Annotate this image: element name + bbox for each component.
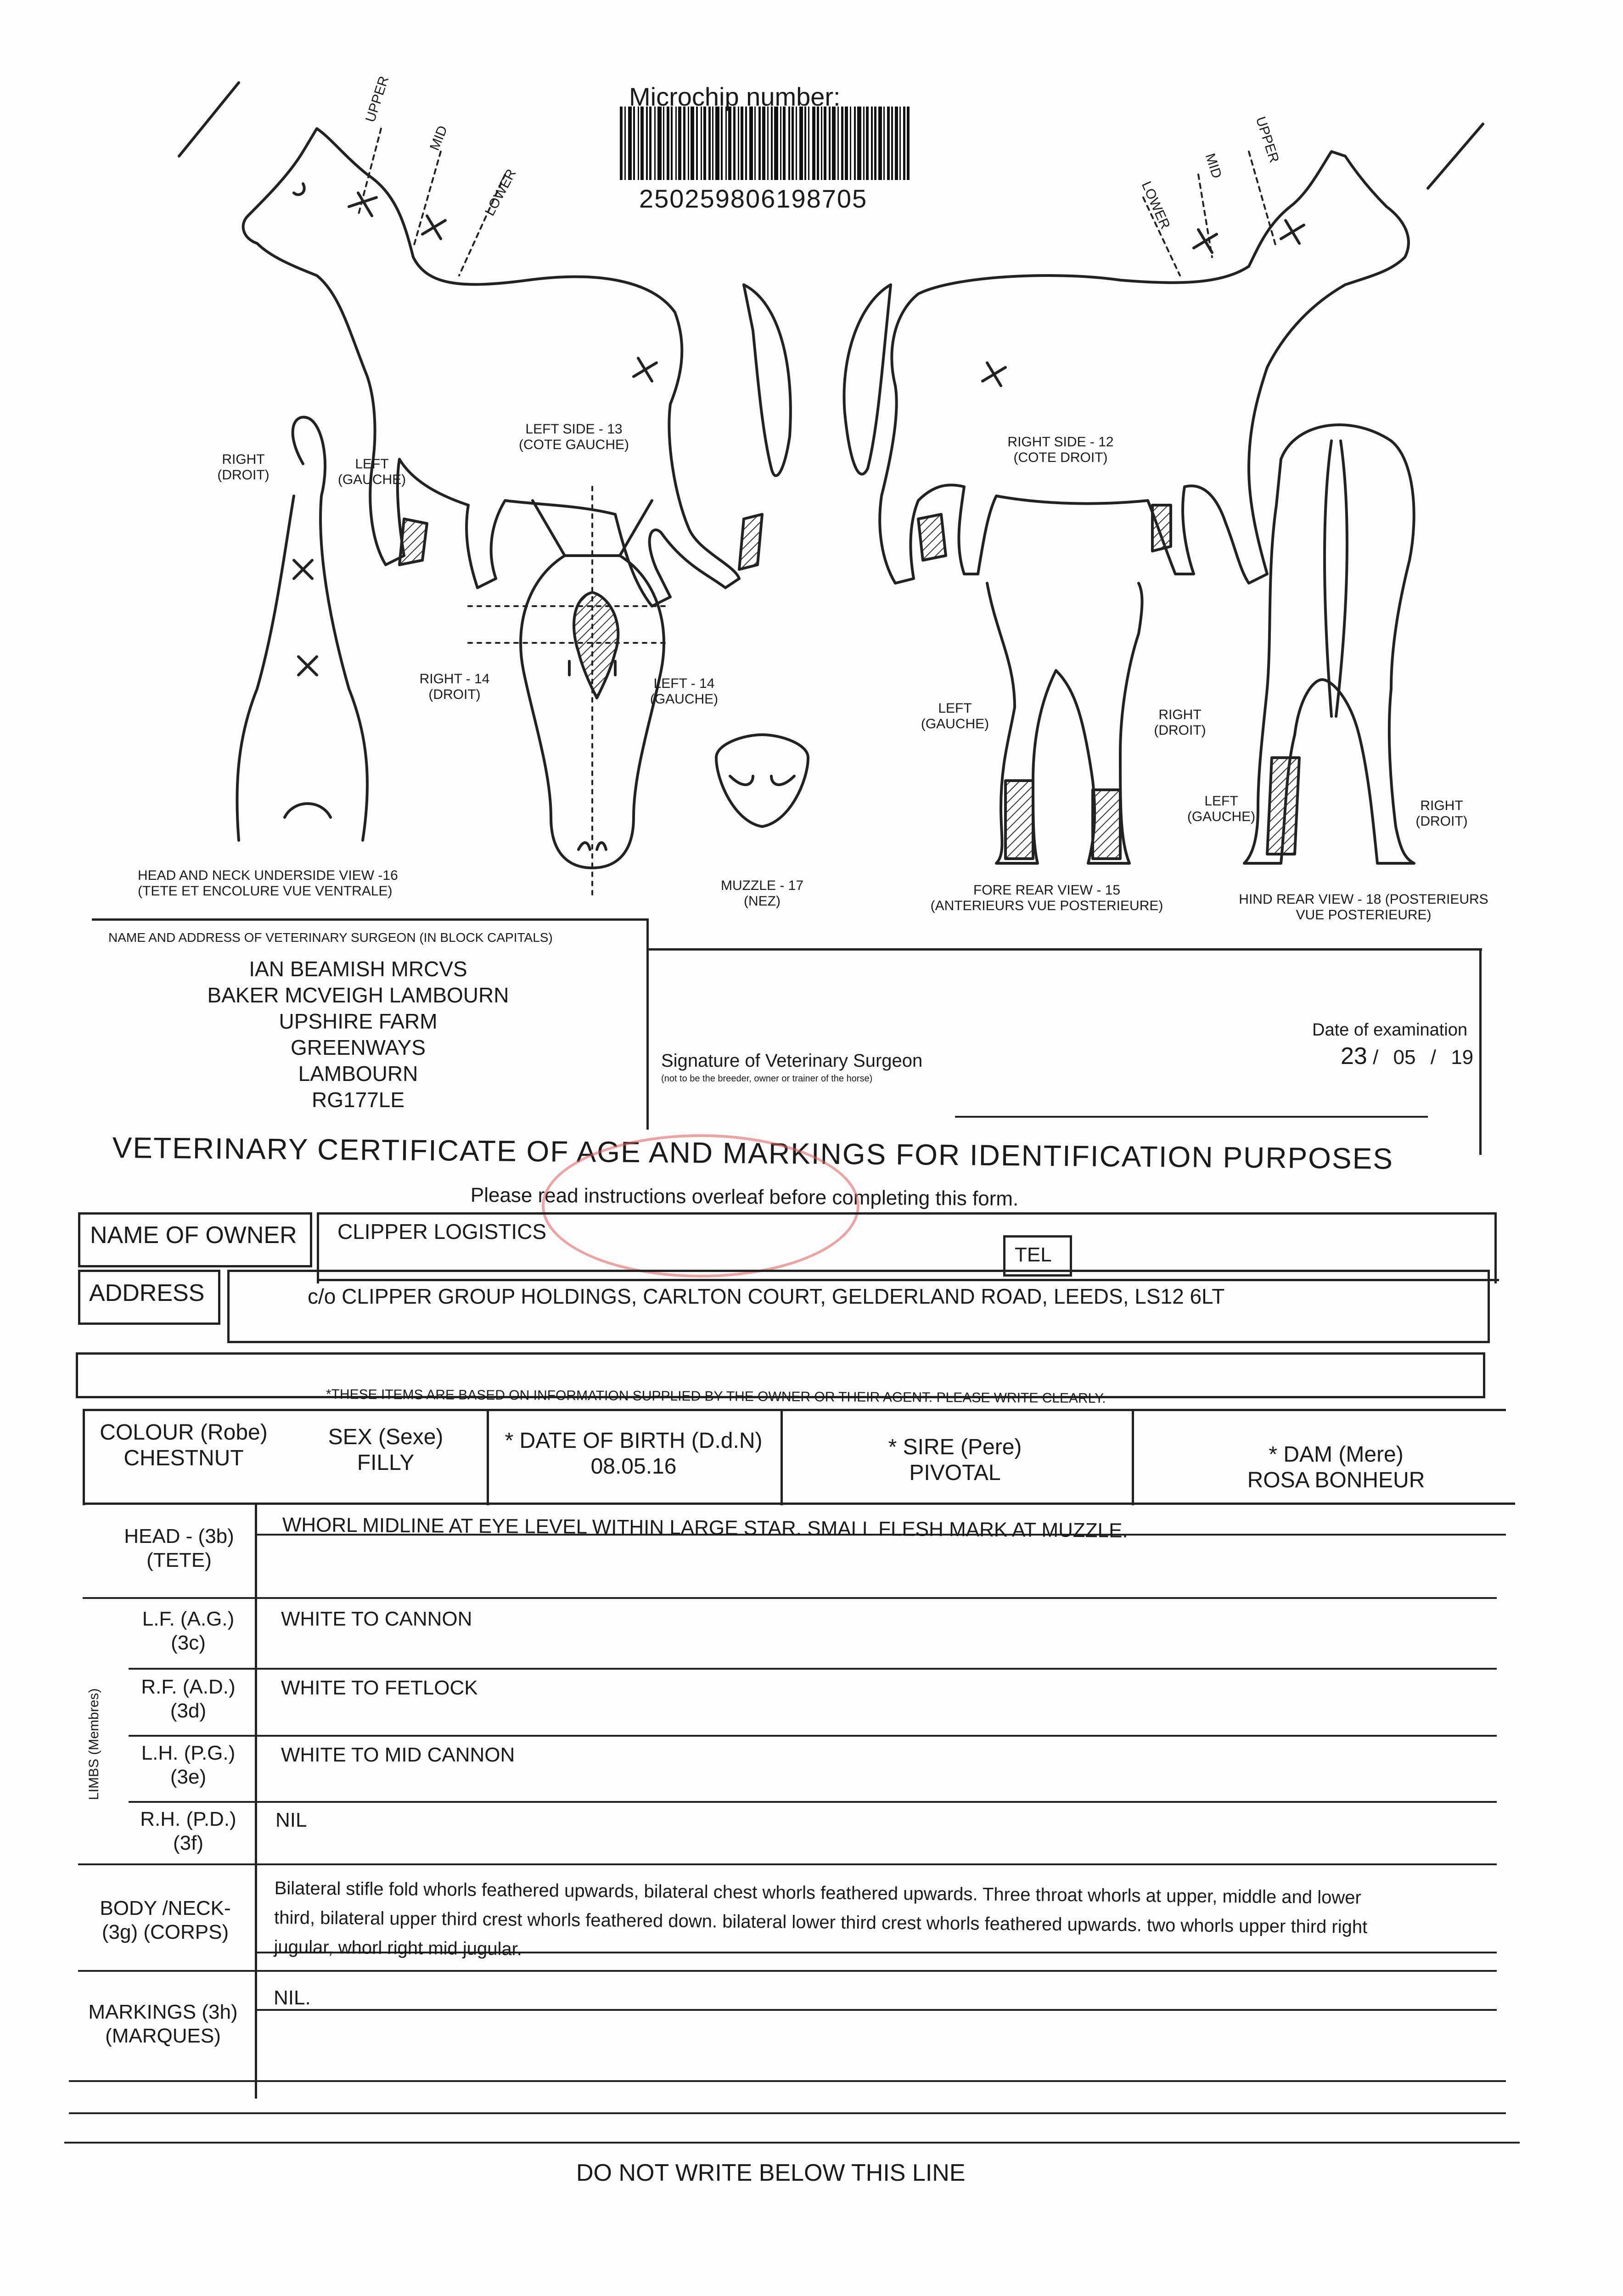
fore-left-label: LEFT (GAUCHE) bbox=[921, 701, 989, 732]
body-label: BODY /NECK- (3g) (CORPS) bbox=[100, 1897, 231, 1943]
date-month: 05 bbox=[1393, 1046, 1416, 1069]
rf-value: WHITE TO FETLOCK bbox=[281, 1677, 478, 1699]
head-label: HEAD - (3b) (TETE) bbox=[124, 1525, 234, 1571]
fore-right-label: RIGHT (DROIT) bbox=[1154, 707, 1206, 738]
left-lower-label: LOWER bbox=[482, 166, 519, 219]
signature-note: (not to be the breeder, owner or trainer of the horse) bbox=[661, 1074, 873, 1084]
markings-label: MARKINGS (3h) (MARQUES) bbox=[88, 2001, 238, 2047]
vet-line: IAN BEAMISH MRCVS bbox=[249, 957, 467, 981]
date-day: 23 bbox=[1341, 1043, 1367, 1069]
vet-line: BAKER MCVEIGH LAMBOURN bbox=[207, 983, 509, 1007]
colour-value: CHESTNUT bbox=[124, 1446, 244, 1470]
body-value bbox=[274, 1874, 1368, 1971]
colour-field bbox=[92, 1420, 275, 1471]
body-line: Bilateral stifle fold whorls feathered upwards, bilateral chest whorls feathered upwards. Three throat whorls at upper, middle and lower bbox=[274, 1878, 1361, 1908]
right-lower-label: LOWER bbox=[1138, 179, 1173, 231]
colour-label: COLOUR (Robe) bbox=[100, 1420, 268, 1445]
vet-line: GREENWAYS bbox=[291, 1035, 426, 1059]
vet-line: RG177LE bbox=[311, 1088, 404, 1112]
right-side-title: RIGHT SIDE - 12 (COTE DROIT) bbox=[1007, 434, 1114, 465]
lh-label: L.H. (P.G.) (3e) bbox=[141, 1742, 236, 1788]
sire-value: PIVOTAL bbox=[909, 1461, 1001, 1485]
corner-mark-right bbox=[1428, 124, 1483, 188]
lf-label: L.F. (A.G.) (3c) bbox=[142, 1608, 235, 1654]
vet-box-label: NAME AND ADDRESS OF VETERINARY SURGEON (IN BLOCK CAPITALS) bbox=[108, 930, 553, 945]
date-label: Date of examination bbox=[1312, 1020, 1467, 1040]
markings-value: NIL. bbox=[274, 1986, 311, 2009]
sire-label: * SIRE (Pere) bbox=[888, 1435, 1022, 1459]
head-right-label: RIGHT - 14 (DROIT) bbox=[419, 671, 490, 702]
tel-label: TEL bbox=[1015, 1244, 1052, 1266]
body-line: third, bilateral upper third crest whorls feathered down. bilateral lower third crest whorls feathered upwards. two whorls upper third right bbox=[274, 1907, 1368, 1937]
dam-field bbox=[1175, 1442, 1497, 1493]
certificate-subtitle: Please read instructions overleaf before completing this form. bbox=[470, 1184, 1019, 1210]
dob-label: * DATE OF BIRTH (D.d.N) bbox=[505, 1429, 763, 1453]
hind-left-label: LEFT (GAUCHE) bbox=[1187, 793, 1256, 824]
dob-value: 08.05.16 bbox=[590, 1454, 677, 1479]
microchip-barcode bbox=[620, 107, 1024, 180]
sire-field bbox=[826, 1435, 1084, 1486]
lf-value: WHITE TO CANNON bbox=[281, 1608, 472, 1630]
corner-mark-left bbox=[179, 83, 239, 156]
vet-address bbox=[165, 956, 551, 1113]
fore-caption: FORE REAR VIEW - 15 (ANTERIEURS VUE POSTERIEURE) bbox=[930, 883, 1163, 913]
lh-value: WHITE TO MID CANNON bbox=[281, 1744, 515, 1766]
sex-label: SEX (Sexe) bbox=[328, 1425, 444, 1449]
rf-label: R.F. (A.D.) (3d) bbox=[141, 1676, 236, 1722]
rh-label: R.H. (P.D.) (3f) bbox=[140, 1808, 236, 1854]
neck-right-label: RIGHT (DROIT) bbox=[217, 452, 270, 483]
left-side-title: LEFT SIDE - 13 (COTE GAUCHE) bbox=[519, 422, 629, 452]
muzzle-outline bbox=[716, 735, 808, 827]
address-value: c/o CLIPPER GROUP HOLDINGS, CARLTON COURT, GELDERLAND ROAD, LEEDS, LS12 6LT bbox=[308, 1284, 1225, 1308]
hind-right-label: RIGHT (DROIT) bbox=[1415, 798, 1468, 829]
left-mid-label: MID bbox=[427, 124, 451, 153]
vet-line: LAMBOURN bbox=[298, 1062, 418, 1086]
address-label: ADDRESS bbox=[89, 1280, 205, 1306]
sex-field bbox=[294, 1424, 477, 1476]
signature-label: Signature of Veterinary Surgeon bbox=[661, 1051, 923, 1071]
dam-value: ROSA BONHEUR bbox=[1247, 1468, 1425, 1492]
rh-value: NIL bbox=[275, 1809, 307, 1831]
sex-value: FILLY bbox=[357, 1451, 415, 1475]
owner-name-value: CLIPPER LOGISTICS bbox=[337, 1220, 547, 1244]
limbs-label: LIMBS (Membres) bbox=[86, 1688, 101, 1800]
footer-note: DO NOT WRITE BELOW THIS LINE bbox=[576, 2160, 966, 2186]
neck-left-label: LEFT (GAUCHE) bbox=[337, 456, 406, 487]
fore-rear-outline bbox=[987, 583, 1142, 863]
date-value: 23 / 05 / 19 bbox=[1341, 1043, 1474, 1069]
head-left-label: LEFT - 14 (GAUCHE) bbox=[650, 676, 719, 707]
dam-label: * DAM (Mere) bbox=[1269, 1442, 1404, 1467]
owner-name-label: NAME OF OWNER bbox=[90, 1222, 297, 1249]
owner-note: *THESE ITEMS ARE BASED ON INFORMATION SUPPLIED BY THE OWNER OR THEIR AGENT. PLEASE WRITE CLEARLY. bbox=[326, 1387, 1106, 1406]
body-line: jugular, whorl right mid jugular. bbox=[274, 1936, 522, 1959]
right-upper-label: UPPER bbox=[1252, 115, 1282, 165]
certificate-title: VETERINARY CERTIFICATE OF AGE AND MARKINGS FOR IDENTIFICATION PURPOSES bbox=[112, 1131, 1394, 1176]
dob-field bbox=[500, 1428, 767, 1480]
left-upper-label: UPPER bbox=[363, 74, 392, 124]
right-mid-label: MID bbox=[1202, 152, 1224, 180]
hind-caption: HIND REAR VIEW - 18 (POSTERIEURS VUE POSTERIEURE) bbox=[1239, 892, 1488, 923]
head-value: WHORL MIDLINE AT EYE LEVEL WITHIN LARGE STAR. SMALL FLESH MARK AT MUZZLE. bbox=[282, 1514, 1128, 1542]
microchip-number: 250259806198705 bbox=[639, 184, 868, 213]
neck-caption: HEAD AND NECK UNDERSIDE VIEW -16 (TETE ET ENCOLURE VUE VENTRALE) bbox=[138, 868, 398, 899]
microchip-label: Microchip number: bbox=[629, 82, 841, 111]
date-year: 19 bbox=[1451, 1046, 1474, 1069]
vet-line: UPSHIRE FARM bbox=[279, 1009, 438, 1033]
hind-rear-outline bbox=[1244, 425, 1414, 863]
muzzle-caption: MUZZLE - 17 (NEZ) bbox=[720, 878, 804, 909]
